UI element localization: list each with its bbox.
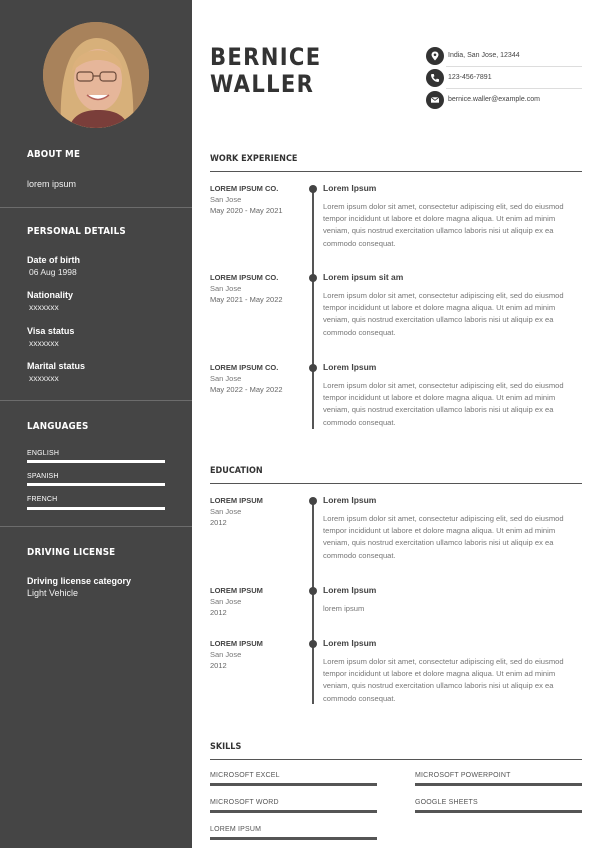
- phone-text: 123-456-7891: [448, 74, 492, 81]
- job-description: Lorem ipsum dolor sit amet, consectetur adipiscing elit, sed do eiusmod tempor incididunt ut labore et dolore magna aliqua. Ut enim ad minim veniam, quis nostrud exercitation ullamco laboris nisi ut aliquip ex ea commodo consequat.: [323, 291, 564, 337]
- location-pin-icon: [426, 47, 444, 65]
- graduation-year: 2012: [210, 518, 227, 527]
- work-experience-heading: WORK EXPERIENCE: [210, 154, 298, 164]
- skill-label: MICROSOFT WORD: [210, 799, 279, 806]
- school-name: LOREM IPSUM: [210, 639, 263, 648]
- degree-description: Lorem ipsum dolor sit amet, consectetur adipiscing elit, sed do eiusmod tempor incididunt ut labore et dolore magna aliqua. Ut enim ad minim veniam, quis nostrud exercitation ullamco laboris nisi ut aliquip ex ea commodo consequat.: [323, 657, 564, 703]
- timeline-dot: [309, 185, 317, 193]
- language-label: FRENCH: [27, 496, 58, 503]
- employment-dates: May 2021 - May 2022: [210, 295, 283, 304]
- driving-label: Driving license category: [27, 576, 132, 586]
- job-title: Lorem ipsum sit am: [323, 272, 404, 282]
- graduation-year: 2012: [210, 608, 227, 617]
- timeline-dot: [309, 640, 317, 648]
- degree-title: Lorem Ipsum: [323, 638, 377, 648]
- job-title: Lorem Ipsum: [323, 362, 377, 372]
- degree-description: Lorem ipsum dolor sit amet, consectetur adipiscing elit, sed do eiusmod tempor incididunt ut labore et dolore magna aliqua. Ut enim ad minim veniam, quis nostrud exercitation ullamco laboris nisi ut aliquip ex ea commodo consequat.: [323, 514, 564, 560]
- skill-level-bar: [210, 783, 377, 786]
- divider: [446, 88, 582, 89]
- company-name: LOREM IPSUM CO.: [210, 273, 279, 282]
- employment-dates: May 2020 - May 2021: [210, 206, 283, 215]
- timeline-line: [312, 189, 314, 429]
- section-rule: [210, 171, 582, 172]
- degree-title: Lorem Ipsum: [323, 585, 377, 595]
- company-name: LOREM IPSUM CO.: [210, 184, 279, 193]
- school-location: San Jose: [210, 507, 242, 516]
- timeline-line: [312, 501, 314, 704]
- language-level-bar: [27, 507, 165, 510]
- degree-description: lorem ipsum: [323, 604, 365, 613]
- divider: [446, 66, 582, 67]
- driving-value: Light Vehicle: [27, 588, 79, 598]
- school-name: LOREM IPSUM: [210, 496, 263, 505]
- skill-label: GOOGLE SHEETS: [415, 799, 478, 806]
- candidate-name: [210, 44, 321, 98]
- skill-level-bar: [210, 837, 377, 840]
- skill-level-bar: [415, 783, 582, 786]
- dob-value: 06 Aug 1998: [29, 267, 77, 277]
- employment-dates: May 2022 - May 2022: [210, 385, 283, 394]
- dob-label: Date of birth: [27, 255, 80, 265]
- timeline-dot: [309, 274, 317, 282]
- degree-title: Lorem Ipsum: [323, 495, 377, 505]
- timeline-dot: [309, 364, 317, 372]
- sidebar: [0, 0, 192, 848]
- company-location: San Jose: [210, 284, 242, 293]
- job-description: Lorem ipsum dolor sit amet, consectetur adipiscing elit, sed do eiusmod tempor incididunt ut labore et dolore magna aliqua. Ut enim ad minim veniam, quis nostrud exercitation ullamco laboris nisi ut aliquip ex ea commodo consequat.: [323, 202, 564, 248]
- language-level-bar: [27, 460, 165, 463]
- email-text: bernice.waller@example.com: [448, 96, 540, 103]
- divider: [0, 400, 192, 401]
- visa-value: xxxxxxx: [29, 338, 59, 348]
- languages-heading: LANGUAGES: [27, 421, 89, 432]
- envelope-icon: [426, 91, 444, 109]
- company-location: San Jose: [210, 195, 242, 204]
- timeline-dot: [309, 497, 317, 505]
- school-name: LOREM IPSUM: [210, 586, 263, 595]
- timeline-dot: [309, 587, 317, 595]
- school-location: San Jose: [210, 597, 242, 606]
- profile-photo: [43, 22, 149, 128]
- nationality-label: Nationality: [27, 290, 74, 300]
- driving-license-heading: DRIVING LICENSE: [27, 547, 116, 558]
- school-location: San Jose: [210, 650, 242, 659]
- visa-label: Visa status: [27, 326, 75, 336]
- section-rule: [210, 759, 582, 760]
- language-label: ENGLISH: [27, 450, 60, 457]
- divider: [0, 207, 192, 208]
- skill-label: MICROSOFT EXCEL: [210, 772, 280, 779]
- skill-label: MICROSOFT POWERPOINT: [415, 772, 511, 779]
- education-heading: EDUCATION: [210, 466, 263, 476]
- section-rule: [210, 483, 582, 484]
- language-level-bar: [27, 483, 165, 486]
- language-label: SPANISH: [27, 473, 59, 480]
- phone-icon: [426, 69, 444, 87]
- marital-value: xxxxxxx: [29, 373, 59, 383]
- graduation-year: 2012: [210, 661, 227, 670]
- personal-details-heading: PERSONAL DETAILS: [27, 226, 126, 237]
- skills-heading: SKILLS: [210, 742, 242, 752]
- about-text: lorem ipsum: [27, 179, 77, 189]
- last-name: WALLER: [210, 70, 315, 98]
- company-location: San Jose: [210, 374, 242, 383]
- address-text: India, San Jose, 12344: [448, 52, 520, 59]
- nationality-value: xxxxxxx: [29, 302, 59, 312]
- job-description: Lorem ipsum dolor sit amet, consectetur adipiscing elit, sed do eiusmod tempor incididunt ut labore et dolore magna aliqua. Ut enim ad minim veniam, quis nostrud exercitation ullamco laboris nisi ut aliquip ex ea commodo consequat.: [323, 381, 564, 427]
- skill-level-bar: [210, 810, 377, 813]
- divider: [0, 526, 192, 527]
- first-name: BERNICE: [210, 43, 322, 71]
- job-title: Lorem Ipsum: [323, 183, 377, 193]
- company-name: LOREM IPSUM CO.: [210, 363, 279, 372]
- marital-label: Marital status: [27, 361, 86, 371]
- about-heading: ABOUT ME: [27, 149, 81, 160]
- skill-label: LOREM IPSUM: [210, 826, 262, 833]
- skill-level-bar: [415, 810, 582, 813]
